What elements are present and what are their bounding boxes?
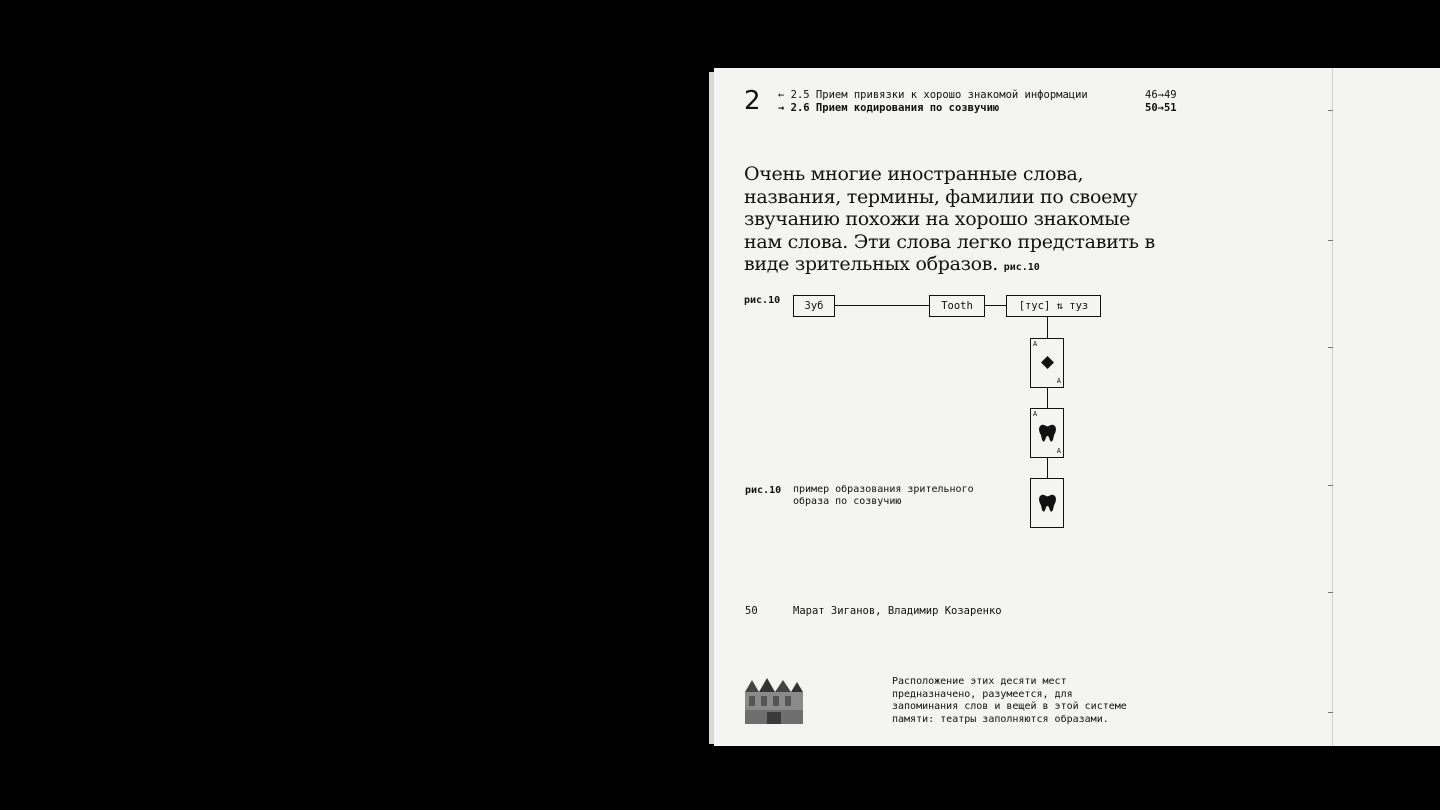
word-box-sound: [тус] ⇅ туз — [1006, 295, 1101, 317]
connector-line — [834, 305, 930, 306]
nav-current[interactable]: → 2.6 Прием кодирования по созвучию — [778, 102, 1000, 114]
crop-mark — [1328, 712, 1333, 713]
crop-mark — [1328, 110, 1333, 111]
card-corner: A — [1033, 340, 1038, 348]
lead-text: Очень многие иностранные слова, названия, термины, фамилии по своему звучанию похожи на хорошо знакомые нам слова. Эти слова легко представить в виде зрительных образов. — [744, 163, 1155, 275]
text-line: памяти: театры заполняются образами. — [892, 713, 1109, 725]
chapter-nav — [778, 89, 1088, 115]
text-line: запоминания слов и вещей в этой системе — [892, 701, 1127, 712]
figure-label: рис.10 — [744, 295, 781, 306]
card-corner: A — [1056, 447, 1061, 455]
figure-caption — [793, 484, 974, 508]
authors: Марат Зиганов, Владимир Козаренко — [793, 605, 1002, 617]
tooth-icon — [1038, 423, 1057, 443]
card-corner: A — [1056, 377, 1061, 385]
tooth-card — [1030, 478, 1064, 528]
connector-line — [1047, 316, 1048, 338]
theater-thumbnail — [745, 678, 803, 724]
page-fold — [1332, 68, 1333, 746]
card-corner: A — [1033, 410, 1038, 418]
chapter-number: 2 — [744, 86, 761, 116]
tooth-icon — [1038, 493, 1057, 513]
page-range — [1145, 89, 1177, 115]
caption-line: пример образования зрительного — [793, 484, 974, 495]
connector-line — [1047, 387, 1048, 408]
ace-diamond-card — [1030, 338, 1064, 388]
page-number: 50 — [745, 605, 758, 617]
text-line: предназначено, разумеется, для — [892, 688, 1073, 700]
figure-ref: рис.10 — [1003, 262, 1040, 273]
connector-line — [984, 305, 1008, 306]
word-box-en: Tooth — [929, 295, 985, 317]
diamond-icon — [1041, 356, 1054, 369]
connector-line — [1047, 457, 1048, 478]
lead-paragraph — [744, 163, 1164, 280]
crop-mark — [1328, 485, 1333, 486]
ace-tooth-card — [1030, 408, 1064, 458]
nav-prev[interactable]: ← 2.5 Прием привязки к хорошо знакомой информации — [778, 89, 1088, 101]
pages-prev: 46→49 — [1145, 89, 1177, 101]
caption-line: образа по созвучию — [793, 496, 902, 507]
caption-label: рис.10 — [745, 485, 782, 496]
crop-mark — [1328, 592, 1333, 593]
crop-mark — [1328, 240, 1333, 241]
word-box-ru: Зуб — [793, 295, 835, 317]
next-page-text — [892, 676, 1152, 726]
text-line: Расположение этих десяти мест — [892, 676, 1067, 687]
crop-mark — [1328, 347, 1333, 348]
pages-current: 50→51 — [1145, 102, 1177, 114]
